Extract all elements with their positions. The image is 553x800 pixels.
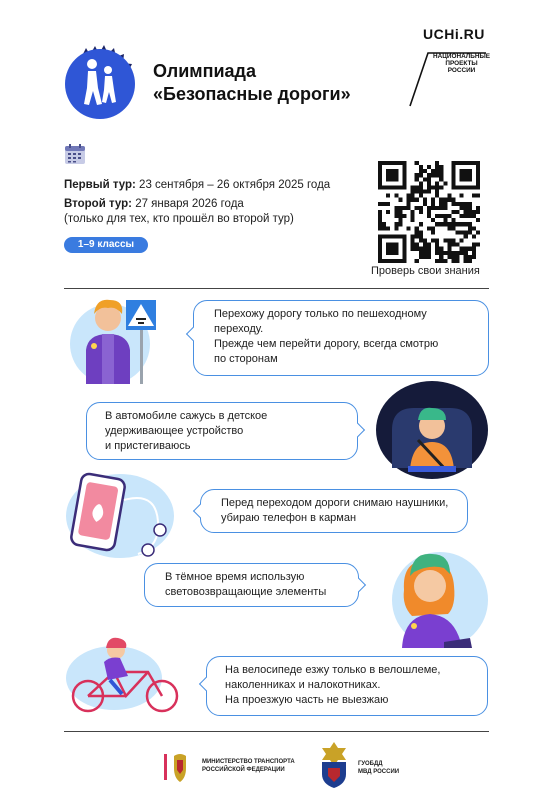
uchi-logo: UCHi.RU	[423, 26, 485, 42]
rule-bubble-1: Перехожу дорогу только по пешеходному переходу. Прежде чем перейти дорогу, всегда смотрю по сторонам	[193, 300, 489, 376]
title-line-2: «Безопасные дороги»	[153, 84, 351, 104]
gibdd-emblem-icon	[318, 740, 350, 790]
national-projects-text: НАЦИОНАЛЬНЫЕ ПРОЕКТЫ РОССИИ	[433, 53, 490, 74]
bubble-tail	[351, 423, 365, 437]
ministry-emblem-icon	[164, 750, 194, 784]
rule-bubble-3: Перед переходом дороги снимаю наушники, убираю телефон в карман	[200, 489, 468, 533]
grades-badge: 1–9 классы	[64, 237, 148, 253]
bubble-tail	[186, 327, 200, 341]
divider-bottom	[64, 731, 489, 732]
qr-code[interactable]	[378, 161, 480, 263]
rule-bubble-4: В тёмное время использую световозвращающие элементы	[144, 563, 359, 607]
round-2: Второй тур: 27 января 2026 года	[64, 198, 244, 210]
bubble-tail	[193, 504, 207, 518]
qr-caption: Проверь свои знания	[371, 265, 480, 277]
round-1: Первый тур: 23 сентября – 26 октября 2025 года	[64, 179, 331, 191]
bubble-tail	[352, 578, 366, 592]
bicycle-illustration	[64, 636, 188, 714]
rule-bubble-2: В автомобиле сажусь в детское удерживающее устройство и пристегиваюсь	[86, 402, 358, 460]
ministry-label: МИНИСТЕРСТВО ТРАНСПОРТА РОССИЙСКОЙ ФЕДЕРАЦИИ	[202, 759, 295, 773]
bubble-tail	[199, 677, 213, 691]
olympiad-schedule	[64, 178, 330, 227]
page-title	[153, 60, 351, 106]
pedestrian-crossing-illustration	[68, 294, 168, 390]
calendar-icon	[64, 143, 86, 165]
divider-top	[64, 288, 489, 289]
car-seat-illustration	[374, 380, 490, 480]
phone-headphones-illustration	[64, 470, 184, 562]
olympiad-logo	[62, 44, 138, 120]
title-line-1: Олимпиада	[153, 61, 256, 81]
reflective-elements-illustration	[384, 546, 490, 650]
round-2-note: (только для тех, кто прошёл во второй тур)	[64, 213, 294, 225]
rule-bubble-5: На велосипеде езжу только в велошлеме, наколенниках и налокотниках. На проезжую часть не выезжаю	[206, 656, 488, 716]
gibdd-label: ГУОБДД МВД РОССИИ	[358, 761, 400, 775]
